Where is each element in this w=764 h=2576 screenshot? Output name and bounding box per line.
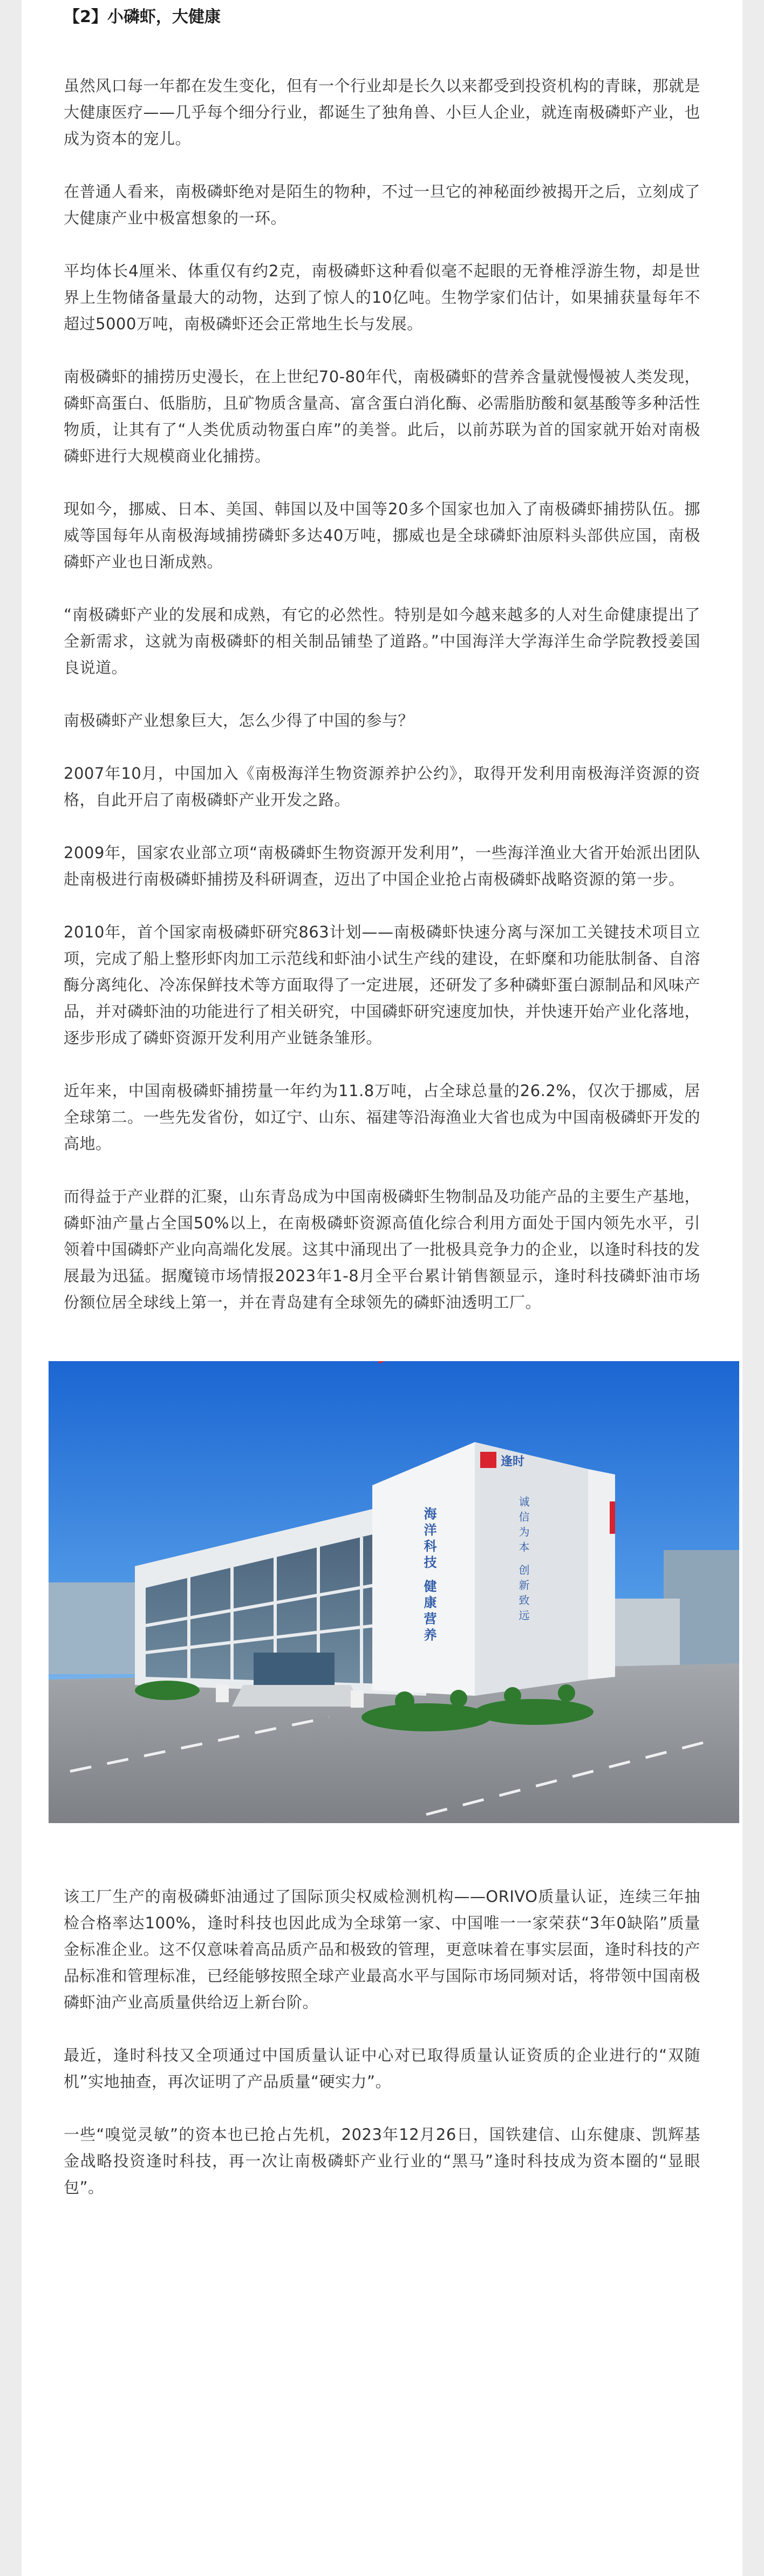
- paragraph: 而得益于产业群的汇聚，山东青岛成为中国南极磷虾生物制品及功能产品的主要生产基地，磷虾油产量占全国50%以上，在南极磷虾资源高值化综合利用方面处于国内领先水平，引领着中国磷虾产业向高端化发展。这其中涌现出了一批极具竞争力的企业，以逢时科技的发展最为迅猛。据魔镜市场情报2023年1-8月全平台累计销售额显示，逢时科技磷虾油市场份额位居全球线上第一，并在青岛建有全球领先的磷虾油透明工厂。: [64, 1187, 701, 1311]
- paragraph: 在普通人看来，南极磷虾绝对是陌生的物种，不过一旦它的神秘面纱被揭开之后，立刻成了大健康产业中极富想象的一环。: [64, 182, 701, 227]
- section-title: 【2】小磷虾，大健康: [64, 8, 221, 26]
- factory-building-photo: [49, 1361, 739, 1823]
- paragraph: 平均体长4厘米、体重仅有约2克，南极磷虾这种看似毫不起眼的无脊椎浮游生物，却是世界上生物储备量最大的动物，达到了惊人的10亿吨。生物学家们估计，如果捕获量每年不超过5000万吨，南极磷虾还会正常地生长与发展。: [64, 262, 700, 333]
- paragraph: 一些“嗅觉灵敏”的资本也已抢占先机，2023年12月26日，国铁建信、山东健康、凯辉基金战略投资逢时科技，再一次让南极磷虾产业行业的“黑马”逢时科技成为资本圈的“显眼包”。: [64, 2125, 700, 2197]
- tower-side: [475, 1442, 588, 1696]
- distant-building: [615, 1599, 680, 1674]
- paragraph: 最近，逢时科技又全项通过中国质量认证中心对已取得质量认证资质的企业进行的“双随机”实地抽查，再次证明了产品质量“硬实力”。: [64, 2046, 700, 2091]
- paragraph: 2009年，国家农业部立项“南极磷虾生物资源开发利用”，一些海洋渔业大省开始派出团队赴南极进行南极磷虾捕捞及科研调查，迈出了中国企业抢占南极磷虾战略资源的第一步。: [64, 844, 700, 888]
- paragraph: “南极磷虾产业的发展和成熟，有它的必然性。特别是如今越来越多的人对生命健康提出了全新需求，这就为南极磷虾的相关制品铺垫了道路。”中国海洋大学海洋生命学院教授姜国良说道。: [64, 606, 700, 677]
- facade-slogan: 海洋科技 健康营养: [421, 1507, 436, 1644]
- paragraph: 南极磷虾的捕捞历史漫长，在上世纪70-80年代，南极磷虾的营养含量就慢慢被人类发现，磷虾高蛋白、低脂肪，且矿物质含量高、富含蛋白消化酶、必需脂肪酸和氨基酸等多种活性物质，让其有了“人类优质动物蛋白库”的美誉。此后，以前苏联为首的国家就开始对南极磷虾进行大规模商业化捕捞。: [64, 368, 701, 465]
- paragraph: 现如今，挪威、日本、美国、韩国以及中国等20多个国家也加入了南极磷虾捕捞队伍。挪威等国每年从南极海域捕捞磷虾多达40万吨，挪威也是全球磷虾油原料头部供应国，南极磷虾产业也日渐成熟。: [64, 500, 700, 571]
- paragraph: 2010年，首个国家南极磷虾研究863计划——南极磷虾快速分离与深加工关键技术项目立项，完成了船上整形虾肉加工示范线和虾油小试生产线的建设，在虾糜和功能肽制备、自溶酶分离纯化、冷冻保鲜技术等方面取得了一定进展，还研发了多种磷虾蛋白源制品和风味产品，并对磷虾油的功能进行了相关研究，中国磷虾研究速度加快，并快速开始产业化落地，逐步形成了磷虾资源开发利用产业链条雏形。: [64, 923, 701, 1047]
- paragraph: 虽然风口每一年都在发生变化，但有一个行业却是长久以来都受到投资机构的青睐，那就是大健康医疗——几乎每个细分行业，都诞生了独角兽、小巨人企业，就连南极磷虾产业，也成为资本的宠儿。: [64, 77, 701, 148]
- factory-illustration: [49, 1361, 739, 1823]
- article-page: [22, 0, 742, 2576]
- paragraph: 南极磷虾产业想象巨大，怎么少得了中国的参与？: [64, 711, 414, 730]
- paragraph: 近年来，中国南极磷虾捕捞量一年约为11.8万吨，占全球总量的26.2%，仅次于挪威，居全球第二。一些先发省份，如辽宁、山东、福建等沿海渔业大省也成为中国南极磷虾开发的高地。: [64, 1082, 701, 1153]
- facade-slogan-side: 诚信为本 创新致远: [517, 1496, 530, 1625]
- paragraph: 2007年10月，中国加入《南极海洋生物资源养护公约》，取得开发利用南极海洋资源的资格，自此开启了南极磷虾产业开发之路。: [64, 764, 700, 809]
- paragraph: 该工厂生产的南极磷虾油通过了国际顶尖权威检测机构——ORIVO质量认证，连续三年抽检合格率达100%，逢时科技也因此成为全球第一家、中国唯一一家荣获“3年0缺陷”质量金标准企业。这不仅意味着高品质产品和极致的管理，更意味着在事实层面，逢时科技的产品标准和管理标准，已经能够按照全球产业最高水平与国际市场同频对话，将带领中国南极磷虾油产业高质量供给迈上新台阶。: [64, 1887, 701, 2011]
- svg-text:逢时: 逢时: [501, 1455, 525, 1469]
